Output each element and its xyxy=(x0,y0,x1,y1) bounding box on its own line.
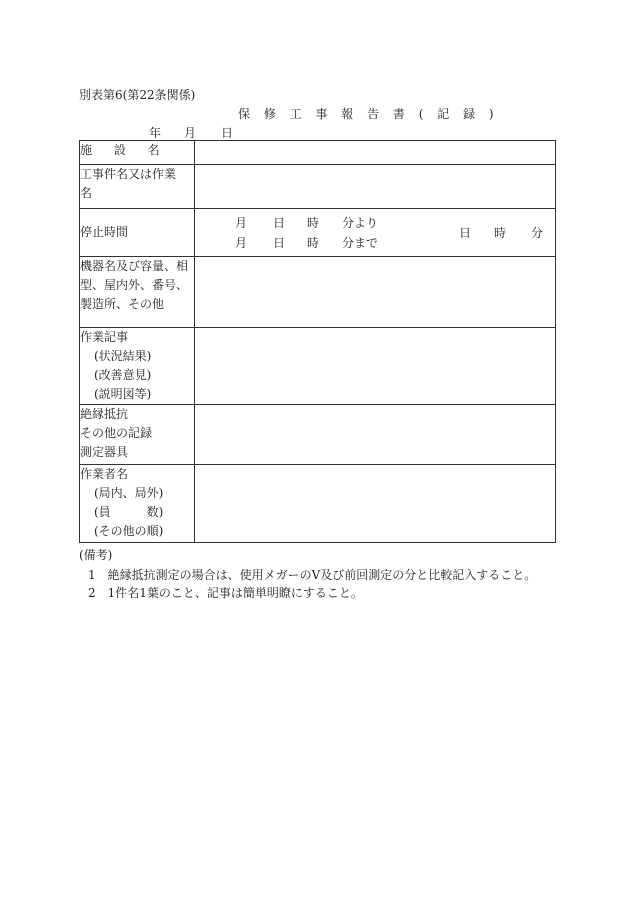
equipment-label: 機器名及び容量、相 型、屋内外、番号、 製造所、その他 xyxy=(80,257,195,328)
report-form-table xyxy=(79,140,556,543)
row-work-name xyxy=(80,165,556,209)
facility-name-field[interactable] xyxy=(195,141,556,165)
workers-label: 作業者名 (局内、局外) (員 数) (その他の順) xyxy=(80,465,195,543)
outage-total-minutes: 分 xyxy=(531,226,544,240)
workers-field[interactable] xyxy=(195,465,556,543)
work-name-field[interactable] xyxy=(195,165,556,209)
work-notes-field[interactable] xyxy=(195,328,556,405)
row-outage-time xyxy=(80,209,556,257)
date-day-label: 日 xyxy=(221,126,234,140)
outage-to-month: 月 xyxy=(235,236,248,250)
note-item-1: 1 絶縁抵抗測定の場合は、使用メガーのV及び前回測定の分と比較記入すること。 xyxy=(88,568,537,582)
outage-time-label: 停止時間 xyxy=(80,209,195,257)
insulation-field[interactable] xyxy=(195,405,556,465)
note-item-2: 2 1件名1葉のこと、記事は簡単明瞭にすること。 xyxy=(88,586,363,600)
row-equipment xyxy=(80,257,556,328)
row-insulation xyxy=(80,405,556,465)
work-notes-label: 作業記事 (状況結果) (改善意見) (説明図等) xyxy=(80,328,195,405)
insulation-label: 絶縁抵抗 その他の記録 測定器具 xyxy=(80,405,195,465)
outage-time-field[interactable] xyxy=(195,209,556,257)
outage-total-days: 日 xyxy=(459,226,472,240)
row-facility-name xyxy=(80,141,556,165)
work-name-label: 工事件名又は作業 名 xyxy=(80,165,195,209)
outage-from-month: 月 xyxy=(235,216,248,230)
document-title: 保 修 工 事 報 告 書 ( 記 録 ) xyxy=(238,107,499,121)
outage-from-minute: 分より xyxy=(342,216,379,230)
outage-from-hour: 時 xyxy=(307,216,320,230)
outage-from-day: 日 xyxy=(273,216,286,230)
form-reference: 別表第6(第22条関係) xyxy=(79,88,196,102)
date-month-label: 月 xyxy=(184,126,197,140)
outage-to-minute: 分まで xyxy=(342,236,379,250)
outage-total-hours: 時 xyxy=(494,226,507,240)
facility-name-label: 施 設 名 xyxy=(80,141,195,165)
equipment-field[interactable] xyxy=(195,257,556,328)
outage-to-hour: 時 xyxy=(307,236,320,250)
row-workers xyxy=(80,465,556,543)
notes-heading: (備考) xyxy=(79,548,113,562)
outage-to-day: 日 xyxy=(273,236,286,250)
date-year-label: 年 xyxy=(149,126,162,140)
row-work-notes xyxy=(80,328,556,405)
